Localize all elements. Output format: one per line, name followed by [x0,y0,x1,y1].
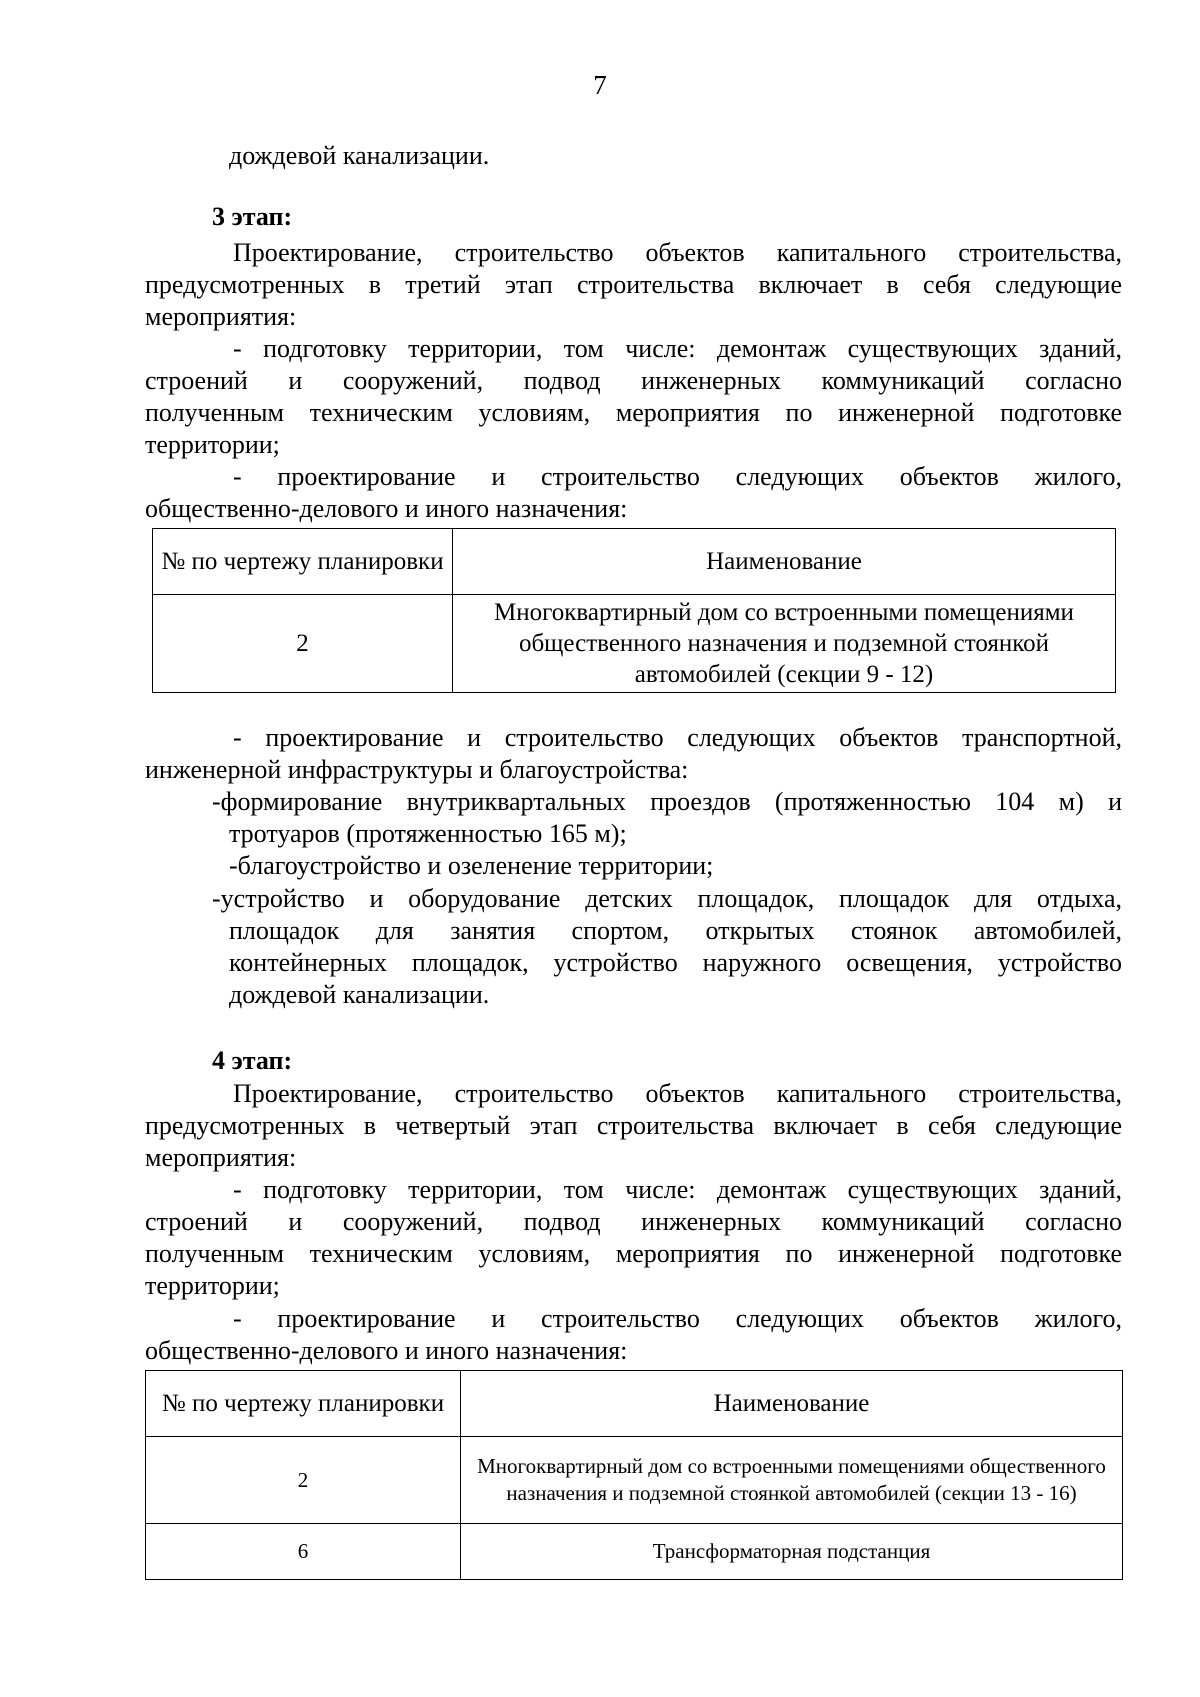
stage4-heading: 4 этап: [212,1046,293,1075]
table-row [153,595,1116,693]
table-header-number: № по чертежу планировки [146,1371,461,1437]
stage3-intro-line: Проектирование, строительство объектов капитального строительства, [233,238,1122,267]
stage4-design-line: общественно-делового и иного назначения: [145,1336,628,1365]
stage3-design-line: общественно-делового и иного назначения: [145,494,628,523]
stage3-intro-line: предусмотренных в третий этап строительства включает в себя следующие [145,270,1122,299]
stage3-prep-line: территории; [145,430,280,459]
table-header-name: Наименование [461,1371,1123,1437]
table-header-row [146,1371,1123,1437]
stage3-prep-line: полученным техническим условиям, мероприятия по инженерной подготовке [145,398,1122,427]
stage4-prep-line: строений и сооружений, подвод инженерных коммуникаций согласно [145,1207,1122,1236]
page-number: 7 [593,70,607,100]
stage4-prep-line: - подготовку территории, том числе: демонтаж существующих зданий, [233,1175,1122,1204]
table-cell-name: Трансформаторная подстанция [461,1524,1123,1580]
stage4-intro-line: предусмотренных в четвертый этап строительства включает в себя следующие [145,1111,1122,1140]
stage3-bullet-line: тротуаров (протяженностью 165 м); [229,819,627,848]
table-cell-name: Многоквартирный дом со встроенными помещениями общественного назначения и подземной стоянкой автомобилей (секции 9 - 12) [453,595,1116,693]
stage3-bullet-line: площадок для занятия спортом, открытых стоянок автомобилей, [229,916,1122,945]
stage4-design-line: - проектирование и строительство следующих объектов жилого, [233,1304,1122,1333]
stage4-intro-line: Проектирование, строительство объектов капитального строительства, [233,1079,1122,1108]
table-row [146,1437,1123,1524]
stage3-design-line: - проектирование и строительство следующих объектов жилого, [233,462,1122,491]
intro-line: дождевой канализации. [229,141,490,170]
table-row [146,1524,1123,1580]
stage3-bullet-line: дождевой канализации. [229,980,490,1009]
stage3-infra-line: инженерной инфраструктуры и благоустройства: [145,755,689,784]
stage3-bullet-line: -формирование внутриквартальных проездов (протяженностью 104 м) и [212,787,1122,816]
table-header-number: № по чертежу планировки [153,529,453,595]
stage3-bullet-line: контейнерных площадок, устройство наружного освещения, устройство [229,948,1122,977]
stage3-infra-line: - проектирование и строительство следующих объектов транспортной, [233,723,1122,752]
stage3-bullet-line: -устройство и оборудование детских площадок, площадок для отдыха, [212,884,1122,913]
stage3-intro-line: мероприятия: [145,302,297,331]
table-header-row [153,529,1116,595]
stage3-bullet-line: -благоустройство и озеленение территории; [229,851,714,880]
table-header-name: Наименование [453,529,1116,595]
stage3-prep-line: - подготовку территории, том числе: демонтаж существующих зданий, [233,334,1122,363]
stage4-intro-line: мероприятия: [145,1143,297,1172]
stage4-prep-line: территории; [145,1271,280,1300]
table-cell-number: 2 [153,595,453,693]
stage4-prep-line: полученным техническим условиям, мероприятия по инженерной подготовке [145,1239,1122,1268]
stage3-prep-line: строений и сооружений, подвод инженерных коммуникаций согласно [145,366,1122,395]
table-cell-number: 6 [146,1524,461,1580]
stage4-objects-table [145,1370,1123,1580]
stage3-heading: 3 этап: [212,202,293,231]
table-cell-name: Многоквартирный дом со встроенными помещениями общественного назначения и подземной стоянкой автомобилей (секции 13 - 16) [461,1437,1123,1524]
table-cell-number: 2 [146,1437,461,1524]
stage3-objects-table [152,528,1116,693]
